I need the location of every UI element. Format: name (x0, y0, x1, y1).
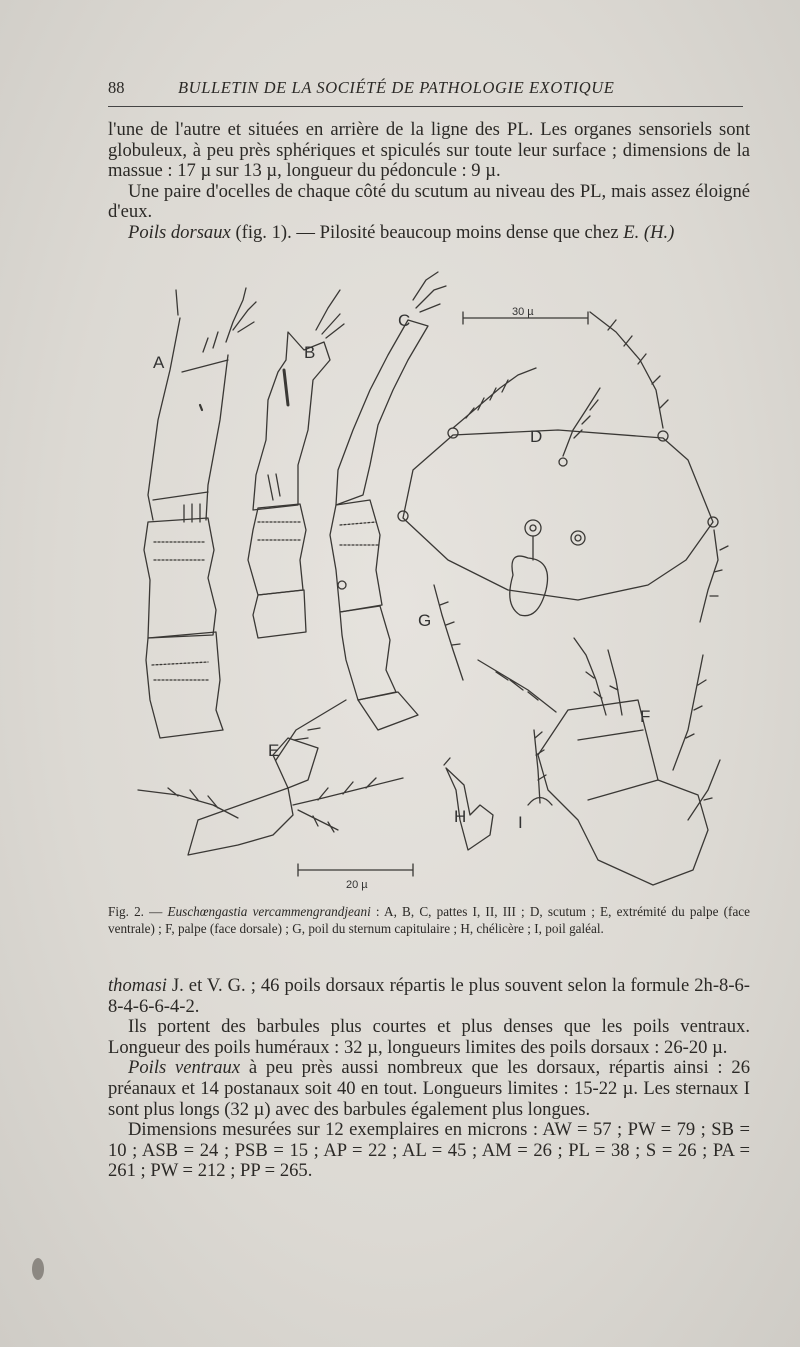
paragraph: l'une de l'autre et situées en arrière de la ligne des PL. Les organes sensoriels sont globuleux, à peu près sphériques et spiculés sur toute leur surface ; dimensions de la massue : 17 µ sur 13 µ, longueur du pédoncule : 9 µ. (108, 119, 750, 182)
italic-term: E. (H.) (623, 221, 675, 243)
paragraph (108, 1058, 750, 1120)
figure-2 (108, 260, 800, 900)
label-e: E (268, 741, 280, 760)
scale-label-top: 30 µ (512, 306, 534, 318)
header-rule (108, 106, 743, 107)
paragraph-text: J. et V. G. ; 46 poils dorsaux répartis le plus souvent selon la formule 2h-8-6-8-4-6-6-4-2. (108, 975, 750, 1017)
palp-tip-e-drawing (138, 700, 413, 876)
page-header (108, 78, 743, 104)
caption-lead: Fig. 2. — (108, 904, 168, 919)
sternum-hair-g-drawing (434, 585, 463, 680)
leg-c-drawing (330, 272, 446, 730)
running-head: BULLETIN DE LA SOCIÉTÉ DE PATHOLOGIE EXOTIQUE (178, 78, 615, 97)
label-c: C (398, 311, 411, 330)
paragraph: Dimensions mesurées sur 12 exemplaires en microns : AW = 57 ; PW = 79 ; SB = 10 ; ASB = 24 ; PSB = 15 ; AP = 22 ; AL = 45 ; AM = 26 ; PL = 38 ; S = 26 ; PA = 261 ; PW = 212 ; PP = 265. (108, 1119, 750, 1182)
label-h: H (454, 807, 467, 826)
label-i: I (518, 813, 523, 832)
italic-term: Poils dorsaux (128, 221, 231, 243)
paragraph-text: à peu près aussi nombreux que les dorsaux, répartis ainsi : 26 préanaux et 14 postanaux soit 40 en tout. Longueurs limites : 15-22 µ. Les sternaux I sont plus longs (32 µ) avec des barbules également plus longues. (108, 1057, 750, 1120)
label-a: A (153, 353, 165, 372)
palp-f-drawing (478, 638, 720, 885)
italic-term: thomasi (108, 975, 167, 996)
paragraph-text: (fig. 1). — Pilosité beaucoup moins dense que chez (230, 221, 624, 243)
leg-b-drawing (248, 290, 344, 638)
figure-drawing (108, 260, 800, 900)
label-f: F (640, 707, 651, 726)
scale-label-bottom: 20 µ (346, 879, 368, 891)
body-text-bottom (108, 976, 750, 1182)
scutum-d-drawing (398, 312, 728, 622)
chelicera-h-drawing (444, 758, 493, 850)
italic-term: Poils ventraux (128, 1057, 241, 1079)
caption-text: : A, B, C, pattes I, II, III ; D, scutum ; E, extrémité du palpe (face ventrale) ; F, palpe (face dorsale) ; G, poil du sternum capitulaire ; H, chélicère ; I, poil galéal. (108, 904, 751, 936)
label-g: G (418, 611, 432, 630)
paragraph (108, 223, 750, 244)
paper-stain (32, 1258, 44, 1280)
paragraph (108, 976, 750, 1017)
label-b: B (304, 343, 316, 362)
figure-caption (108, 903, 750, 937)
caption-species: Euschœngastia vercammengrandjeani (167, 904, 371, 919)
body-text-top (108, 120, 750, 244)
page-number: 88 (108, 78, 125, 97)
label-d: D (530, 427, 543, 446)
galeal-hair-i-drawing (528, 730, 552, 805)
paragraph: Une paire d'ocelles de chaque côté du scutum au niveau des PL, mais assez éloigné d'eux. (108, 180, 750, 223)
paragraph: Ils portent des barbules plus courtes et plus denses que les poils ventraux. Longueur des poils huméraux : 32 µ, longueurs limites des poils dorsaux : 26-20 µ. (108, 1016, 750, 1058)
